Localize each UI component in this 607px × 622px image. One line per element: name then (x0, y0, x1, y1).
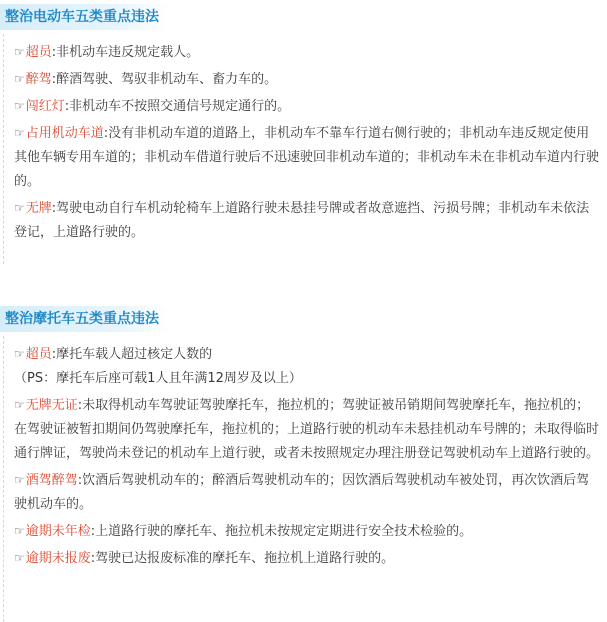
item-text: :非机动车违反规定载人。 (51, 45, 200, 60)
violation-list (14, 40, 601, 247)
item-text: :饮酒后驾驶机动车的；醉酒后驾驶机动车的；因饮酒后驾驶机动车被处罚，再次饮酒后驾驶机动车的。 (14, 473, 590, 512)
pointing-hand-icon: ☞ (14, 45, 25, 59)
section-electric-vehicle (0, 0, 607, 272)
item-keyword: 无牌无证 (25, 398, 78, 413)
section-title: 整治摩托车五类重点违法 (0, 306, 169, 332)
item-keyword: 超员 (25, 347, 52, 362)
note-text: （PS：摩托车后座可载1人且年满12周岁及以上） (14, 371, 302, 386)
list-item (14, 121, 601, 194)
list-item (14, 67, 601, 92)
item-text: :驾驶电动自行车机动轮椅车上道路行驶未悬挂号牌或者故意遮挡、污损号牌；非机动车未依法登记，上道路行驶的。 (14, 201, 590, 240)
list-item (14, 468, 601, 517)
list-item (14, 196, 601, 245)
list-item (14, 519, 601, 544)
item-text: :上道路行驶的摩托车、拖拉机未按规定定期进行安全技术检验的。 (90, 524, 473, 539)
pointing-hand-icon: ☞ (14, 126, 25, 140)
item-keyword: 醉驾 (25, 72, 52, 87)
pointing-hand-icon: ☞ (14, 473, 25, 487)
pointing-hand-icon: ☞ (14, 201, 25, 215)
section-motorcycle (0, 302, 607, 622)
list-item (14, 40, 601, 65)
list-item (14, 393, 601, 466)
item-keyword: 占用机动车道 (25, 126, 104, 141)
item-keyword: 无牌 (25, 201, 52, 216)
pointing-hand-icon: ☞ (14, 524, 25, 538)
item-keyword: 酒驾醉驾 (25, 473, 78, 488)
pointing-hand-icon: ☞ (14, 398, 25, 412)
section-divider-line (3, 34, 4, 264)
pointing-hand-icon: ☞ (14, 551, 25, 565)
item-keyword: 逾期未报废 (25, 551, 91, 566)
item-text: :非机动车不按照交通信号规定通行的。 (64, 99, 291, 114)
violation-list (14, 342, 601, 573)
list-item (14, 342, 601, 367)
pointing-hand-icon: ☞ (14, 72, 25, 86)
item-text: :没有非机动车道的道路上，非机动车不靠车行道右侧行驶的；非机动车违反规定使用其他车辆专用车道的；非机动车借道行驶后不迅速驶回非机动车道的；非机动车未在非机动车道内行驶的。 (14, 126, 600, 189)
item-text: :驾驶已达报废标准的摩托车、拖拉机上道路行驶的。 (90, 551, 395, 566)
item-text: :醉酒驾驶、驾驭非机动车、畜力车的。 (51, 72, 278, 87)
section-title: 整治电动车五类重点违法 (0, 4, 169, 30)
pointing-hand-icon: ☞ (14, 347, 25, 361)
list-item (14, 94, 601, 119)
item-keyword: 闯红灯 (25, 99, 65, 114)
item-keyword: 超员 (25, 45, 52, 60)
item-text: :摩托车载人超过核定人数的 (51, 347, 213, 362)
section-divider-line (3, 336, 4, 622)
pointing-hand-icon: ☞ (14, 99, 25, 113)
item-text: :未取得机动车驾驶证驾驶摩托车，拖拉机的；驾驶证被吊销期间驾驶摩托车，拖拉机的；在驾驶证被暂扣期间仍驾驶摩托车，拖拉机的；上道路行驶的机动车未悬挂机动车号牌的；未取得临时通行牌证，驾驶尚未登记的机动车上道行驶，或者未按照规定办理注册登记驾驶机动车上道路行驶的。 (14, 398, 600, 461)
list-item (14, 546, 601, 571)
item-keyword: 逾期未年检 (25, 524, 91, 539)
